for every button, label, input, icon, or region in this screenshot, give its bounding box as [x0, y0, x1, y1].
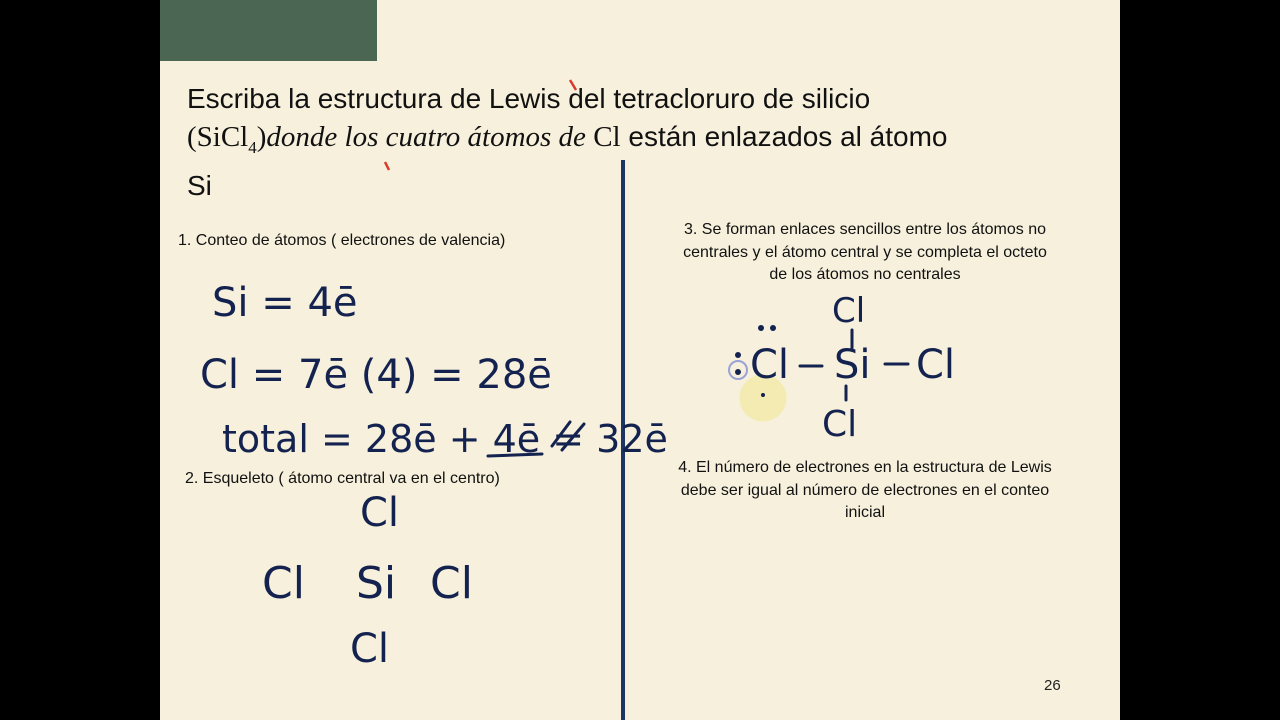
step-3-line-2: centrales y el átomo central y se completa el octeto [683, 243, 1047, 261]
red-mark-1 [570, 80, 576, 90]
lewis-top-cl: Cl [832, 291, 866, 331]
title-line-1: Escriba la estructura de Lewis del tetracloruro de silicio [187, 83, 871, 114]
lewis-bottom-cl: Cl [822, 404, 858, 445]
skeleton-bottom-cl: Cl [350, 626, 390, 672]
handwriting-layer [160, 0, 1120, 720]
handwritten-si-count: Si = 4ē [212, 280, 358, 326]
red-mark-2 [385, 162, 389, 170]
handwritten-cl-count: Cl = 7ē (4) = 28ē [200, 352, 552, 398]
lewis-center-si: Si [834, 342, 871, 388]
slide [160, 0, 1120, 720]
skeleton-right-cl: Cl [430, 558, 473, 609]
page-number: 26 [1044, 677, 1061, 694]
lewis-right-cl: Cl [916, 342, 956, 388]
step-3-line-1: 3. Se forman enlaces sencillos entre los átomos no [684, 221, 1046, 238]
handwritten-total: total = 28ē + 4ē = 32ē [222, 417, 668, 461]
formula-subscript: 4 [248, 137, 257, 157]
total-underline [488, 454, 542, 456]
lewis-left-cl: Cl [750, 342, 790, 388]
step-4-line-2: debe ser igual al número de electrones en el conteo [680, 481, 1050, 499]
step-4-line-1: 4. El número de electrones en la estructura de Lewis [678, 459, 1052, 476]
skeleton-top-cl: Cl [360, 490, 400, 536]
step-2-label: 2. Esqueleto ( átomo central va en el centro) [185, 470, 500, 487]
step-3-line-3: de los átomos no centrales [769, 266, 961, 283]
step-4-line-3: inicial [844, 504, 885, 521]
title-line-2-tail: están enlazados al átomo [620, 121, 948, 152]
skeleton-left-cl: Cl [262, 558, 305, 609]
formula-open: (SiCl [187, 121, 249, 153]
skeleton-center-si: Si [356, 558, 397, 609]
italic-phrase: donde los cuatro átomos de [266, 121, 594, 153]
step-1-label: 1. Conteo de átomos ( electrones de valencia) [178, 232, 506, 249]
cl-symbol: Cl [593, 121, 621, 153]
formula-close: ) [256, 121, 267, 153]
title-line-3: Si [187, 169, 212, 201]
